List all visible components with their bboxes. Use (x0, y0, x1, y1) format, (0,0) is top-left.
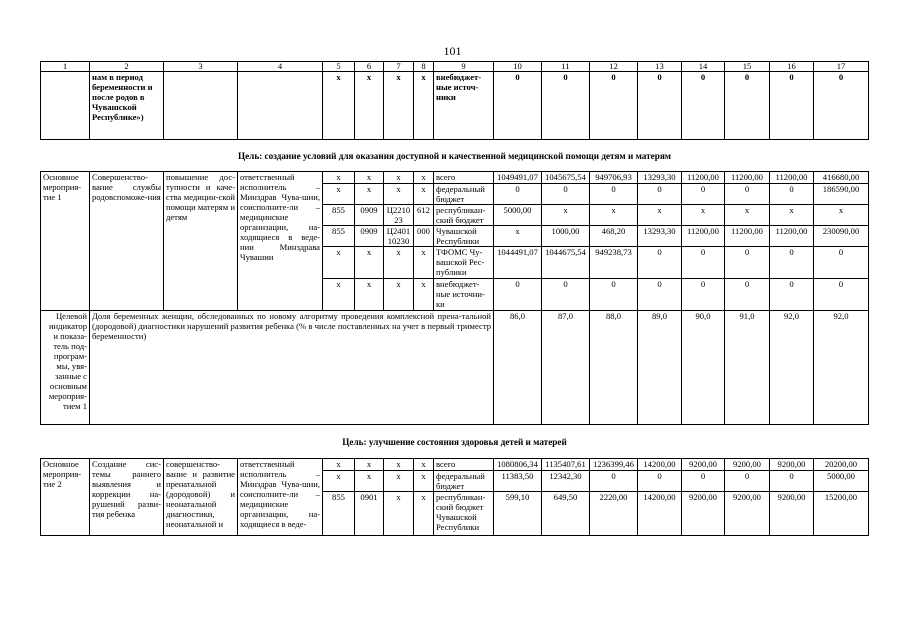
code-cell: x (414, 72, 434, 140)
value-cell: 13293,30 (638, 172, 682, 184)
value-cell: 949238,73 (590, 247, 638, 279)
code-cell: 0909 (355, 226, 384, 247)
table-row (41, 311, 869, 425)
value-cell: 0 (725, 279, 770, 311)
value-cell: 86,0 (494, 311, 542, 425)
value-cell: 0 (770, 279, 814, 311)
value-cell: 2220,00 (590, 492, 638, 536)
value-cell: 1045675,54 (542, 172, 590, 184)
value-cell: 0 (725, 72, 770, 140)
code-cell: x (323, 279, 355, 311)
code-cell: 855 (323, 226, 355, 247)
value-cell: 1080806,34 (494, 459, 542, 471)
value-cell: 92,0 (814, 311, 869, 425)
measure-name: Совершенство-вание службы родовспоможе-ния (90, 172, 164, 311)
value-cell: 92,0 (770, 311, 814, 425)
value-cell: 0 (590, 279, 638, 311)
header-cell: 13 (638, 62, 682, 72)
value-cell: 0 (770, 184, 814, 205)
funding-source: внебюджет-ные источни-ки (434, 279, 494, 311)
goal-row (41, 140, 869, 172)
value-cell: 0 (590, 471, 638, 492)
value-cell: 0 (590, 184, 638, 205)
value-cell: 13293,30 (638, 226, 682, 247)
code-cell: x (323, 471, 355, 492)
value-cell: 1049491,07 (494, 172, 542, 184)
value-cell: 0 (494, 279, 542, 311)
header-cell: 14 (682, 62, 725, 72)
value-cell: 91,0 (725, 311, 770, 425)
value-cell: x (590, 205, 638, 226)
code-cell: x (355, 247, 384, 279)
value-cell: 468,20 (590, 226, 638, 247)
value-cell: 416680,00 (814, 172, 869, 184)
value-cell: 0 (542, 72, 590, 140)
value-cell: 599,10 (494, 492, 542, 536)
code-cell: x (355, 471, 384, 492)
value-cell: 89,0 (638, 311, 682, 425)
goal-row (41, 425, 869, 459)
value-cell: 0 (814, 72, 869, 140)
value-cell: x (542, 205, 590, 226)
value-cell: 1236399,46 (590, 459, 638, 471)
table-row (41, 459, 869, 471)
value-cell: 11200,00 (725, 226, 770, 247)
funding-source: федеральный бюджет (434, 471, 494, 492)
value-cell: 0 (638, 471, 682, 492)
value-cell: 11200,00 (770, 226, 814, 247)
code-cell: x (323, 172, 355, 184)
value-cell: 9200,00 (770, 459, 814, 471)
header-cell: 10 (494, 62, 542, 72)
code-cell: Ц2210 23 (384, 205, 414, 226)
code-cell: 855 (323, 205, 355, 226)
header-cell: 12 (590, 62, 638, 72)
value-cell: 0 (770, 72, 814, 140)
value-cell: 9200,00 (770, 492, 814, 536)
measure-task: повышение дос-тупности и каче-ства медицин-ской помощи матерям и детям (164, 172, 238, 311)
code-cell: x (355, 172, 384, 184)
value-cell: 1000,00 (542, 226, 590, 247)
funding-source: федеральный бюджет (434, 184, 494, 205)
goal-heading: Цель: создание условий для оказания доступной и качественной медицинской помощи детям и матерям (41, 140, 869, 172)
value-cell: 0 (638, 247, 682, 279)
value-cell: 11200,00 (770, 172, 814, 184)
header-cell: 11 (542, 62, 590, 72)
value-cell: 20200,00 (814, 459, 869, 471)
value-cell: 186590,00 (814, 184, 869, 205)
value-cell: 11200,00 (682, 172, 725, 184)
indicator-text: Доля беременных женщин, обследованных по новому алгоритму проведения комплексной прена-тальной (дородовой) диагностики нарушений развития ребенка (% в числе поставленных на учет в первый триместр беременности) (90, 311, 494, 425)
measure-name: Создание сис-темы раннего выявления и коррекции на-рушений разви-тия ребенка (90, 459, 164, 536)
code-cell: x (414, 471, 434, 492)
code-cell: x (384, 247, 414, 279)
code-cell: x (414, 247, 434, 279)
value-cell: 0 (725, 471, 770, 492)
header-cell: 3 (164, 62, 238, 72)
indicator-label: Целевой индикатор и показа-тель под-програм-мы, увя-занные с основным мероприя-тием 1 (41, 311, 90, 425)
funding-source: ТФОМС Чу-вашской Рес-публики (434, 247, 494, 279)
value-cell: 11200,00 (682, 226, 725, 247)
value-cell: x (682, 205, 725, 226)
table-row (41, 172, 869, 184)
value-cell: 949706,93 (590, 172, 638, 184)
header-cell: 4 (238, 62, 323, 72)
value-cell: 0 (682, 279, 725, 311)
value-cell: 0 (770, 471, 814, 492)
value-cell: 0 (682, 247, 725, 279)
value-cell: 1135407,61 (542, 459, 590, 471)
value-cell: 230090,00 (814, 226, 869, 247)
value-cell: 12342,30 (542, 471, 590, 492)
value-cell: 0 (682, 184, 725, 205)
value-cell: 0 (725, 247, 770, 279)
code-cell: x (384, 172, 414, 184)
code-cell: x (384, 279, 414, 311)
value-cell: 9200,00 (682, 492, 725, 536)
funding-source: Чувашской Республики (434, 226, 494, 247)
value-cell: 0 (638, 279, 682, 311)
header-row (41, 62, 869, 72)
measure-number: Основное мероприя-тие 1 (41, 172, 90, 311)
value-cell: 87,0 (542, 311, 590, 425)
goal-heading: Цель: улучшение состояния здоровья детей и матерей (41, 425, 869, 459)
value-cell: 5000,00 (814, 471, 869, 492)
header-cell: 5 (323, 62, 355, 72)
value-cell: 0 (494, 72, 542, 140)
value-cell: 14200,00 (638, 459, 682, 471)
funding-source: всего (434, 459, 494, 471)
measure-executor: ответственный исполнитель – Минздрав Чува-шии, соисполните-ли – медицинские организации, на-ходящиеся в веде-нии Минздрава Чувашии (238, 172, 323, 311)
measure-name-cont: нам в период беременности и после родов в Чувашской Республике») (90, 72, 164, 140)
measure-task: совершенство-вание и развитие пренатальной (дородовой) и неонатальной диагностики, неонатальной и (164, 459, 238, 536)
code-cell: x (355, 184, 384, 205)
header-cell: 16 (770, 62, 814, 72)
value-cell: 15200,00 (814, 492, 869, 536)
value-cell: 0 (638, 184, 682, 205)
code-cell: 0909 (355, 205, 384, 226)
value-cell: 0 (682, 72, 725, 140)
value-cell: 90,0 (682, 311, 725, 425)
value-cell: x (638, 205, 682, 226)
value-cell: 0 (542, 279, 590, 311)
header-cell: 8 (414, 62, 434, 72)
value-cell: 0 (770, 247, 814, 279)
code-cell: x (414, 184, 434, 205)
value-cell: 0 (494, 184, 542, 205)
value-cell: 9200,00 (725, 492, 770, 536)
code-cell: x (355, 72, 384, 140)
value-cell: 0 (725, 184, 770, 205)
header-cell: 6 (355, 62, 384, 72)
table-row (41, 72, 869, 140)
code-cell: x (384, 72, 414, 140)
code-cell: x (384, 471, 414, 492)
code-cell: x (323, 247, 355, 279)
value-cell: 9200,00 (682, 459, 725, 471)
code-cell: x (414, 492, 434, 536)
value-cell: x (494, 226, 542, 247)
value-cell: 1044491,07 (494, 247, 542, 279)
measure-executor: ответственный исполнитель – Минздрав Чува-шии, соисполните-ли – медицинские организации, на-ходящиеся в веде- (238, 459, 323, 536)
header-cell: 15 (725, 62, 770, 72)
code-cell: x (384, 459, 414, 471)
value-cell: 0 (814, 279, 869, 311)
value-cell: 0 (638, 72, 682, 140)
value-cell: x (770, 205, 814, 226)
code-cell: x (414, 459, 434, 471)
value-cell: 11200,00 (725, 172, 770, 184)
code-cell: 000 (414, 226, 434, 247)
value-cell: 5000,00 (494, 205, 542, 226)
value-cell: 9200,00 (725, 459, 770, 471)
header-cell: 2 (90, 62, 164, 72)
header-cell: 7 (384, 62, 414, 72)
header-cell: 9 (434, 62, 494, 72)
code-cell: x (414, 172, 434, 184)
funding-source: всего (434, 172, 494, 184)
code-cell: x (323, 459, 355, 471)
measure-number: Основное мероприя-тие 2 (41, 459, 90, 536)
code-cell: x (323, 184, 355, 205)
code-cell: x (384, 184, 414, 205)
value-cell: 649,50 (542, 492, 590, 536)
value-cell: x (814, 205, 869, 226)
code-cell: x (355, 279, 384, 311)
code-cell: x (384, 492, 414, 536)
code-cell: x (355, 459, 384, 471)
code-cell: x (414, 279, 434, 311)
value-cell: 1044675,54 (542, 247, 590, 279)
program-table (40, 61, 869, 536)
value-cell: 14200,00 (638, 492, 682, 536)
value-cell: 0 (542, 184, 590, 205)
funding-source: внебюджет-ные источ-ники (434, 72, 494, 140)
code-cell: 855 (323, 492, 355, 536)
value-cell: 0 (814, 247, 869, 279)
value-cell: 11383,50 (494, 471, 542, 492)
code-cell: Ц2401 10230 (384, 226, 414, 247)
funding-source: республикан-ский бюджет (434, 205, 494, 226)
funding-source: республикан-ский бюджет Чувашской Республики (434, 492, 494, 536)
value-cell: 0 (682, 471, 725, 492)
header-cell: 17 (814, 62, 869, 72)
value-cell: x (725, 205, 770, 226)
code-cell: 612 (414, 205, 434, 226)
value-cell: 0 (590, 72, 638, 140)
page-number: 101 (443, 44, 462, 58)
header-cell: 1 (41, 62, 90, 72)
code-cell: 0901 (355, 492, 384, 536)
value-cell: 88,0 (590, 311, 638, 425)
code-cell: x (323, 72, 355, 140)
